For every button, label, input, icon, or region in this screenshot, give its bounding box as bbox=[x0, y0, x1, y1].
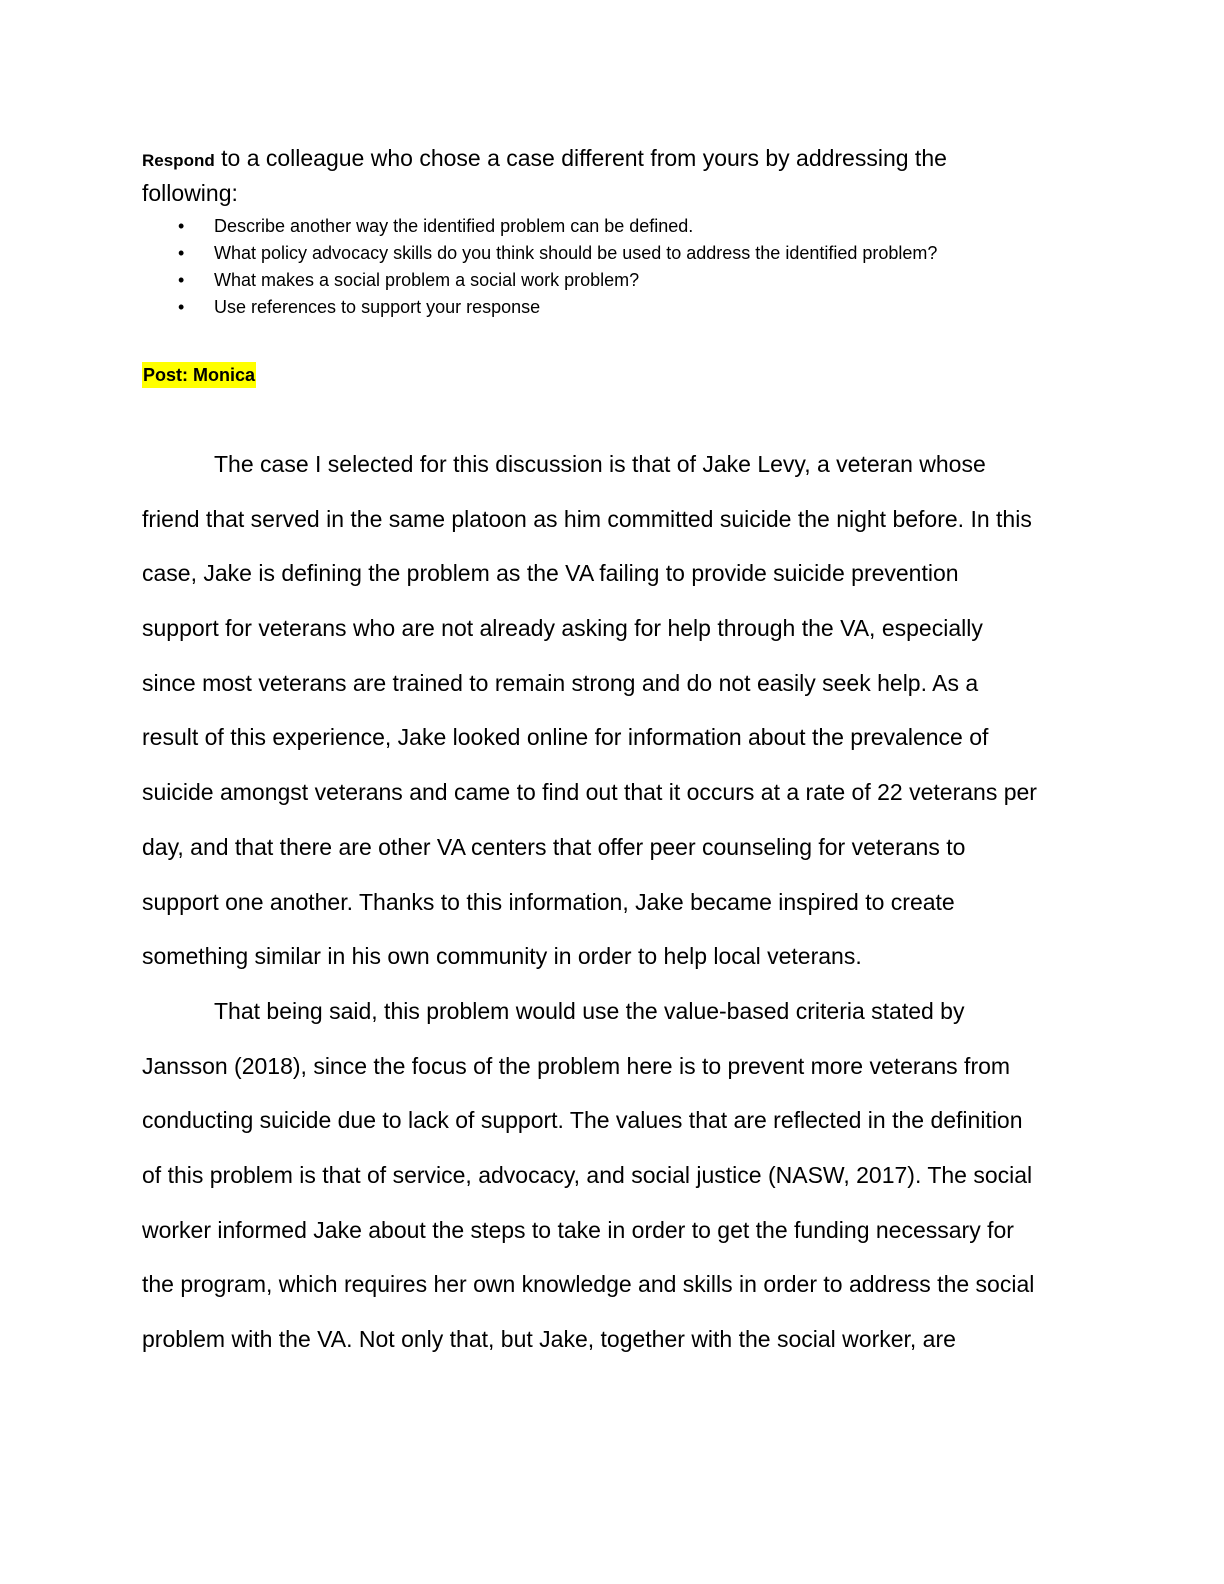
bullet-text: Use references to support your response bbox=[214, 297, 541, 317]
paragraph-line: the program, which requires her own knowledge and skills in order to address the social bbox=[142, 1271, 1035, 1298]
paragraph-line: suicide amongst veterans and came to find out that it occurs at a rate of 22 veterans per bbox=[142, 779, 1037, 806]
post-body bbox=[142, 437, 1082, 1367]
paragraph-line: problem with the VA. Not only that, but Jake, together with the social worker, are bbox=[142, 1326, 956, 1352]
paragraph-line: something similar in his own community in order to help local veterans. bbox=[142, 943, 862, 970]
bullet-icon: • bbox=[178, 216, 185, 236]
paragraph-line: result of this experience, Jake looked online for information about the prevalence of bbox=[142, 724, 989, 751]
bullet-text: What policy advocacy skills do you think should be used to address the identified problem? bbox=[214, 243, 938, 263]
prompt-text: to a colleague who chose a case different from yours by addressing the bbox=[214, 145, 947, 171]
respond-keyword: Respond bbox=[142, 151, 215, 170]
paragraph-line: support for veterans who are not already asking for help through the VA, especially bbox=[142, 615, 983, 642]
paragraph-line: of this problem is that of service, advocacy, and social justice (NASW, 2017). The social bbox=[142, 1161, 1033, 1188]
paragraph-line: day, and that there are other VA centers that offer peer counseling for veterans to bbox=[142, 833, 966, 860]
prompt-text-line2: following: bbox=[142, 180, 238, 206]
bullet-icon: • bbox=[178, 270, 185, 290]
bullet-icon: • bbox=[178, 243, 185, 263]
instruction-prompt bbox=[142, 142, 1082, 209]
paragraph-line: friend that served in the same platoon as him committed suicide the night before. In this bbox=[142, 505, 1032, 532]
instruction-bullet-item bbox=[142, 213, 1082, 240]
bullet-text: What makes a social problem a social work problem? bbox=[214, 270, 640, 290]
instruction-bullet-item bbox=[142, 240, 1082, 267]
instruction-bullet-list bbox=[142, 213, 1082, 321]
bullet-icon: • bbox=[178, 297, 185, 317]
paragraph-line: since most veterans are trained to remain strong and do not easily seek help. As a bbox=[142, 669, 979, 696]
assignment-instructions bbox=[142, 142, 1082, 321]
post-author-label: Post: Monica bbox=[142, 362, 256, 388]
paragraph-line: worker informed Jake about the steps to take in order to get the funding necessary for bbox=[142, 1216, 1014, 1243]
paragraph-line: The case I selected for this discussion is that of Jake Levy, a veteran whose bbox=[214, 451, 986, 477]
bullet-text: Describe another way the identified problem can be defined. bbox=[214, 216, 694, 236]
paragraph-line: Jansson (2018), since the focus of the problem here is to prevent more veterans from bbox=[142, 1052, 1011, 1079]
instruction-bullet-item bbox=[142, 267, 1082, 294]
paragraph-line: support one another. Thanks to this information, Jake became inspired to create bbox=[142, 888, 955, 915]
paragraph-line: conducting suicide due to lack of support. The values that are reflected in the definition bbox=[142, 1107, 1023, 1134]
instruction-bullet-item bbox=[142, 294, 1082, 321]
paragraph-line: That being said, this problem would use the value-based criteria stated by bbox=[214, 997, 965, 1024]
paragraph-line: case, Jake is defining the problem as the VA failing to provide suicide prevention bbox=[142, 560, 959, 587]
